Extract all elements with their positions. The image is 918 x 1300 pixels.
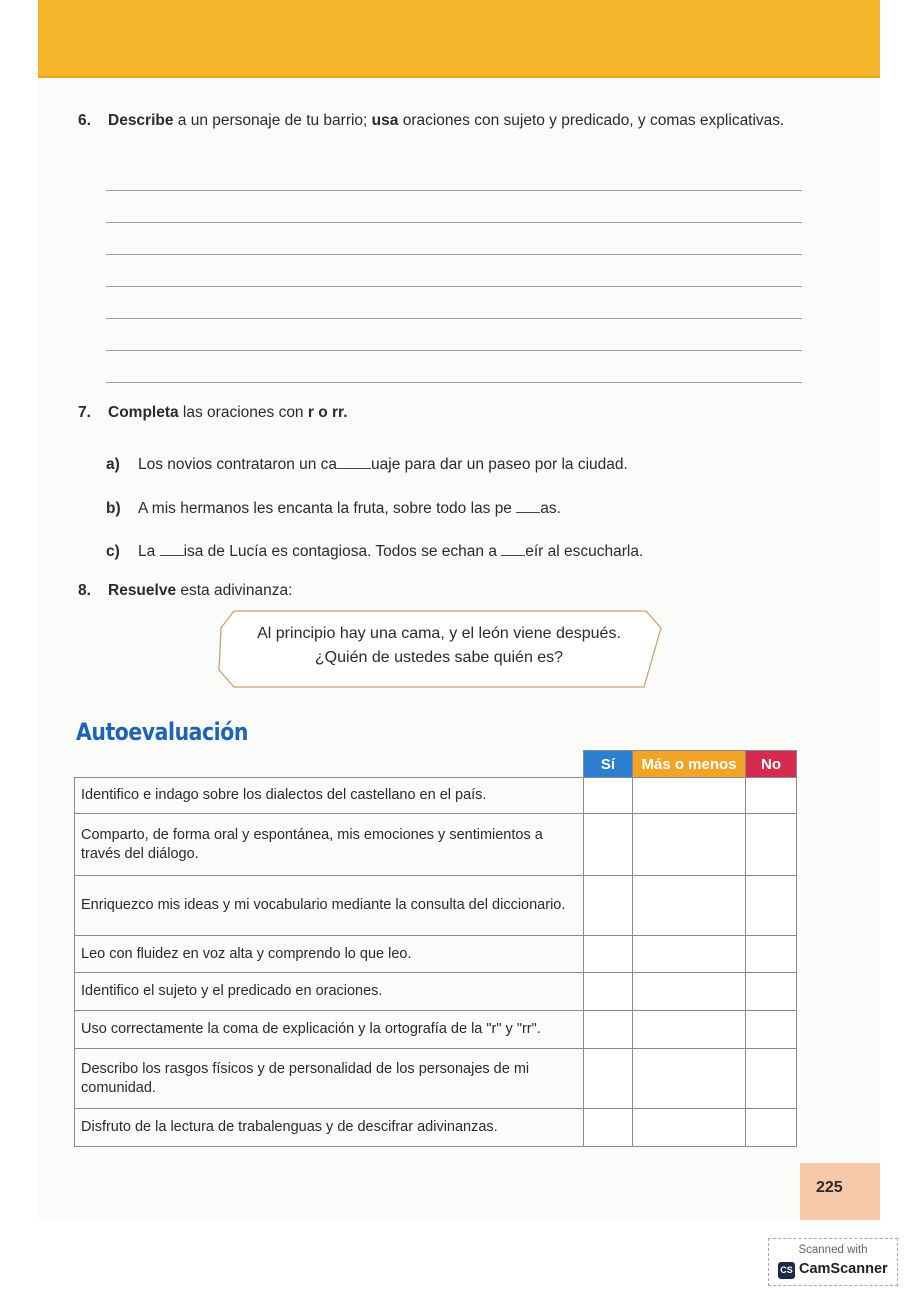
check-cell-mas[interactable] bbox=[633, 973, 746, 1011]
section-title: Autoevaluación bbox=[76, 718, 248, 746]
instruction-text: las oraciones con bbox=[178, 404, 308, 421]
criterion: Disfruto de la lectura de trabalenguas y de descifrar adivinanzas. bbox=[75, 1109, 584, 1147]
criterion: Comparto, de forma oral y espontánea, mis emociones y sentimientos a través del diálogo. bbox=[75, 814, 584, 876]
table-row bbox=[75, 936, 797, 973]
table-row bbox=[75, 1049, 797, 1109]
instruction-verb: Resuelve bbox=[108, 582, 177, 599]
question-number: 8. bbox=[78, 582, 91, 599]
item-c bbox=[106, 541, 643, 561]
check-cell-no[interactable] bbox=[746, 1049, 797, 1109]
criterion: Identifico el sujeto y el predicado en oraciones. bbox=[75, 973, 584, 1011]
self-assessment-table bbox=[74, 750, 797, 1147]
riddle-text bbox=[216, 622, 662, 670]
column-si: Sí bbox=[584, 751, 633, 778]
answer-line[interactable] bbox=[106, 286, 802, 287]
fill-blank[interactable] bbox=[501, 541, 525, 556]
check-cell-si[interactable] bbox=[584, 1109, 633, 1147]
check-cell-no[interactable] bbox=[746, 973, 797, 1011]
page-number-tab bbox=[800, 1163, 880, 1220]
check-cell-si[interactable] bbox=[584, 1049, 633, 1109]
check-cell-si[interactable] bbox=[584, 936, 633, 973]
criterion: Describo los rasgos físicos y de personalidad de los personajes de mi comunidad. bbox=[75, 1049, 584, 1109]
item-text: as. bbox=[540, 500, 561, 517]
table-row bbox=[75, 778, 797, 814]
criterion: Enriquezco mis ideas y mi vocabulario mediante la consulta del diccionario. bbox=[75, 876, 584, 936]
item-label: c) bbox=[106, 543, 120, 560]
answer-line[interactable] bbox=[106, 222, 802, 223]
header-spacer bbox=[75, 751, 584, 778]
item-text: uaje para dar un paseo por la ciudad. bbox=[371, 456, 628, 473]
answer-line[interactable] bbox=[106, 190, 802, 191]
riddle-line-1: Al principio hay una cama, y el león viene después. bbox=[257, 625, 621, 642]
check-cell-no[interactable] bbox=[746, 1011, 797, 1049]
page-number: 225 bbox=[816, 1179, 843, 1196]
column-no: No bbox=[746, 751, 797, 778]
table-row bbox=[75, 1011, 797, 1049]
table-header bbox=[75, 751, 797, 778]
answer-line[interactable] bbox=[106, 254, 802, 255]
check-cell-si[interactable] bbox=[584, 973, 633, 1011]
question-number: 6. bbox=[78, 112, 91, 129]
check-cell-mas[interactable] bbox=[633, 814, 746, 876]
watermark-caption: Scanned with bbox=[798, 1244, 868, 1256]
criterion: Identifico e indago sobre los dialectos del castellano en el país. bbox=[75, 778, 584, 814]
fill-blank[interactable] bbox=[337, 454, 371, 469]
item-text: La bbox=[138, 543, 160, 560]
camscanner-logo-icon: CS bbox=[778, 1262, 795, 1279]
item-a bbox=[106, 454, 628, 474]
question-number: 7. bbox=[78, 404, 91, 421]
riddle-box bbox=[216, 610, 662, 688]
check-cell-no[interactable] bbox=[746, 1109, 797, 1147]
item-text: A mis hermanos les encanta la fruta, sobre todo las pe bbox=[138, 500, 517, 517]
criterion: Uso correctamente la coma de explicación y la ortografía de la "r" y "rr". bbox=[75, 1011, 584, 1049]
watermark-brand: CamScanner bbox=[799, 1261, 888, 1277]
instruction-verb: usa bbox=[371, 112, 399, 129]
question-8 bbox=[78, 580, 808, 601]
table-row bbox=[75, 876, 797, 936]
item-b bbox=[106, 498, 561, 518]
scanner-watermark bbox=[768, 1238, 898, 1286]
criterion: Leo con fluidez en voz alta y comprendo lo que leo. bbox=[75, 936, 584, 973]
riddle-line-2: ¿Quién de ustedes sabe quién es? bbox=[314, 649, 564, 666]
header-band bbox=[38, 0, 880, 78]
fill-blank[interactable] bbox=[160, 541, 184, 556]
check-cell-mas[interactable] bbox=[633, 1049, 746, 1109]
fill-blank[interactable] bbox=[516, 498, 540, 513]
item-text: isa de Lucía es contagiosa. Todos se echan a bbox=[183, 543, 502, 560]
check-cell-mas[interactable] bbox=[633, 936, 746, 973]
instruction-letters: r o rr. bbox=[307, 404, 348, 421]
instruction-verb: Completa bbox=[108, 404, 179, 421]
table-row bbox=[75, 814, 797, 876]
check-cell-no[interactable] bbox=[746, 778, 797, 814]
check-cell-no[interactable] bbox=[746, 876, 797, 936]
check-cell-si[interactable] bbox=[584, 814, 633, 876]
instruction-text: oraciones con sujeto y predicado, y comas explicativas. bbox=[398, 112, 785, 129]
instruction-text: a un personaje de tu barrio; bbox=[173, 112, 372, 129]
answer-line[interactable] bbox=[106, 350, 802, 351]
item-label: a) bbox=[106, 456, 120, 473]
check-cell-mas[interactable] bbox=[633, 1011, 746, 1049]
column-mas-o-menos: Más o menos bbox=[633, 751, 746, 778]
check-cell-no[interactable] bbox=[746, 936, 797, 973]
answer-line[interactable] bbox=[106, 318, 802, 319]
instruction-text: esta adivinanza: bbox=[176, 582, 293, 599]
check-cell-si[interactable] bbox=[584, 1011, 633, 1049]
instruction-verb: Describe bbox=[108, 112, 174, 129]
table-row bbox=[75, 973, 797, 1011]
check-cell-no[interactable] bbox=[746, 814, 797, 876]
check-cell-si[interactable] bbox=[584, 876, 633, 936]
question-7 bbox=[78, 402, 808, 423]
table-row bbox=[75, 1109, 797, 1147]
item-text: eír al escucharla. bbox=[525, 543, 644, 560]
item-label: b) bbox=[106, 500, 121, 517]
question-6 bbox=[78, 110, 808, 131]
item-text: Los novios contrataron un ca bbox=[138, 456, 338, 473]
check-cell-si[interactable] bbox=[584, 778, 633, 814]
check-cell-mas[interactable] bbox=[633, 876, 746, 936]
answer-line[interactable] bbox=[106, 382, 802, 383]
check-cell-mas[interactable] bbox=[633, 1109, 746, 1147]
check-cell-mas[interactable] bbox=[633, 778, 746, 814]
